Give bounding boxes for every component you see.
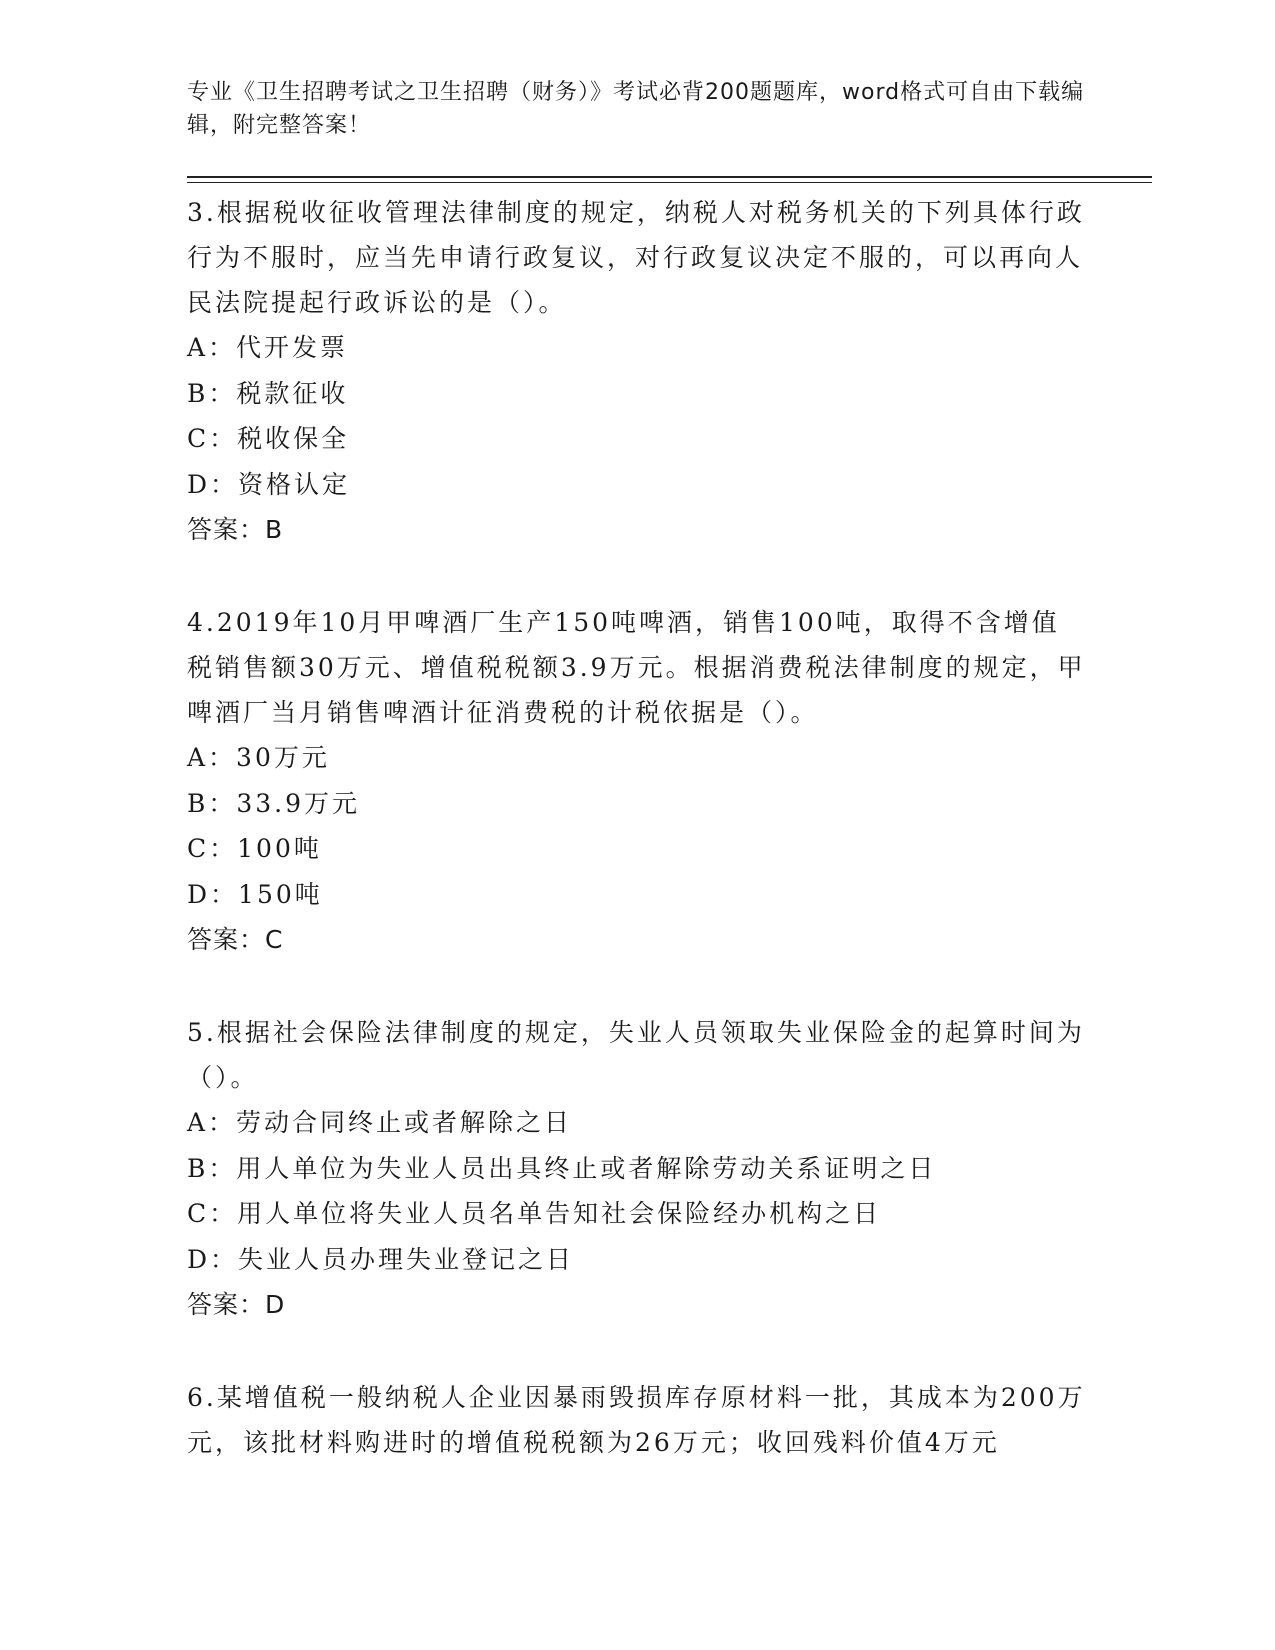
question-list: [187, 190, 1087, 1513]
answer: 答案：C: [187, 925, 284, 954]
option-a: A：30万元: [187, 743, 330, 772]
question-stem: 4.2019年10月甲啤酒厂生产150吨啤酒，销售100吨，取得不含增值税销售额30万元、增值税税额3.9万元。根据消费税法律制度的规定，甲啤酒厂当月销售啤酒计征消费税的计税依据是（）。: [187, 608, 1086, 727]
option-c: C：税收保全: [187, 424, 350, 453]
question-stem: 3.根据税收征收管理法律制度的规定，纳税人对税务机关的下列具体行政行为不服时，应当先申请行政复议，对行政复议决定不服的，可以再向人民法院提起行政诉讼的是（）。: [187, 198, 1085, 317]
option-d: D：资格认定: [187, 469, 351, 499]
option-d: D：150吨: [187, 879, 323, 909]
question-stem: 5.根据社会保险法律制度的规定，失业人员领取失业保险金的起算时间为（）。: [187, 1018, 1085, 1092]
option-a: A：劳动合同终止或者解除之日: [187, 1108, 573, 1137]
option-b: B：33.9万元: [187, 788, 361, 818]
option-b: B：税款征收: [187, 378, 349, 408]
question-3: [187, 190, 1087, 552]
question-stem: 6.某增值税一般纳税人企业因暴雨毁损库存原材料一批，其成本为200万元，该批材料购进时的增值税税额为26万元；收回残料价值4万元: [187, 1383, 1086, 1457]
question-6: [187, 1375, 1087, 1465]
document-header: 专业《卫生招聘考试之卫生招聘（财务）》考试必背200题题库，word格式可自由下载编辑，附完整答案！: [187, 80, 1085, 138]
header-divider-thin: [187, 182, 1152, 183]
option-a: A：代开发票: [187, 333, 349, 362]
question-5: [187, 1010, 1087, 1327]
question-4: [187, 600, 1087, 962]
header-divider-thick: [187, 176, 1152, 178]
option-c: C：100吨: [187, 834, 322, 863]
option-d: D：失业人员办理失业登记之日: [187, 1244, 575, 1274]
answer: 答案：D: [187, 1290, 286, 1319]
answer: 答案：B: [187, 515, 284, 544]
option-b: B：用人单位为失业人员出具终止或者解除劳动关系证明之日: [187, 1153, 937, 1183]
option-c: C：用人单位将失业人员名单告知社会保险经办机构之日: [187, 1199, 882, 1228]
